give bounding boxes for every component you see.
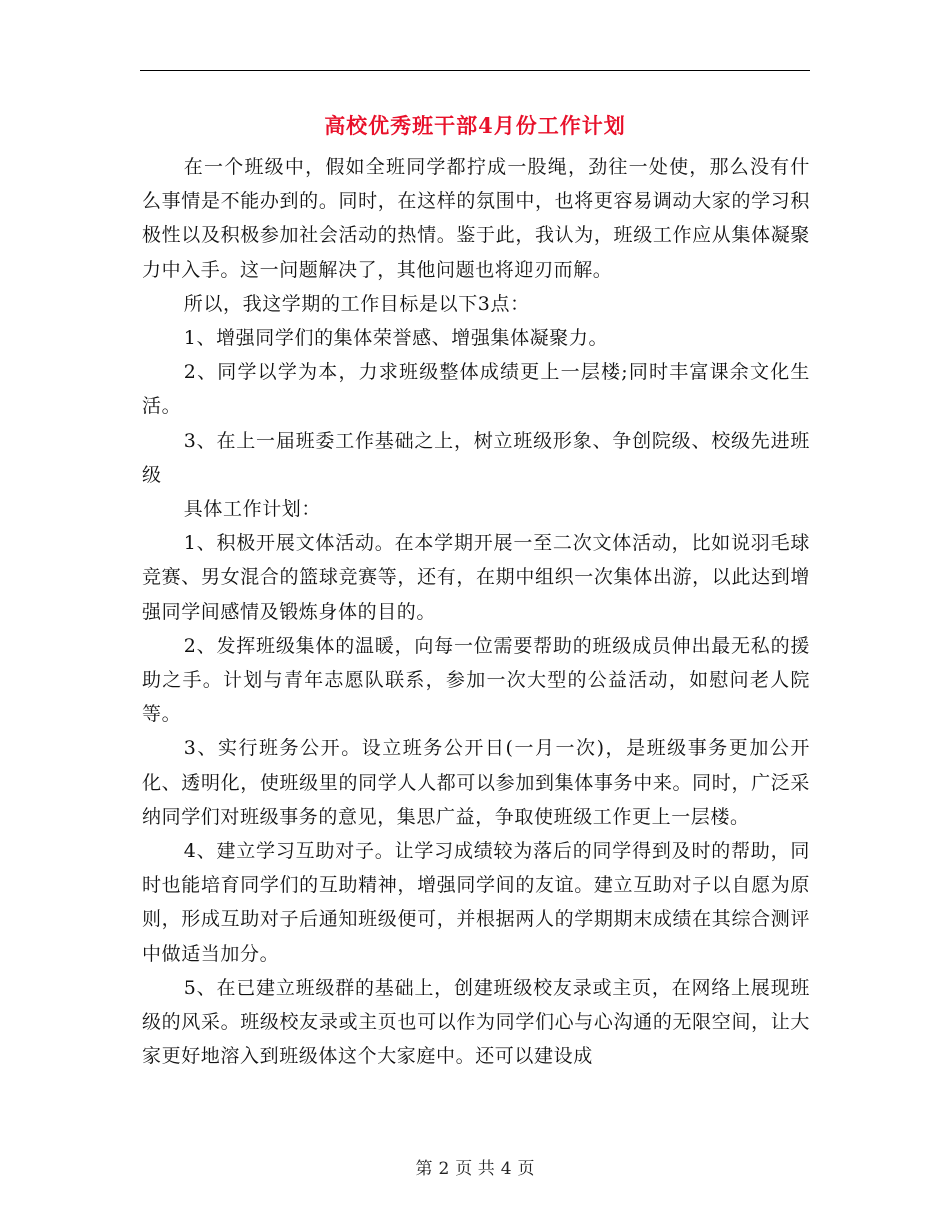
paragraph-goal-1: 1、增强同学们的集体荣誉感、增强集体凝聚力。 (183, 327, 609, 350)
page-footer (0, 1154, 950, 1179)
paragraph-intro: 在一个班级中，假如全班同学都拧成一股绳，劲往一处使，那么没有什么事情是不能办到的。同时，在这样的氛围中，也将更容易调动大家的学习积极性以及积极参加社会活动的热情。鉴于此，我认为，班级工作应从集体凝聚力中入手。这一问题解决了，其他问题也将迎刃而解。 (142, 156, 810, 281)
paragraph-goals-intro: 所以，我这学期的工作目标是以下3点： (183, 292, 530, 315)
paragraph-plan-5: 5、在已建立班级群的基础上，创建班级校友录或主页，在网络上展现班级的风采。班级校友录或主页也可以作为同学们心与心沟通的无限空间，让大家更好地溶入到班级体这个大家庭中。还可以建设成 (142, 976, 810, 1068)
paragraph-plan-2: 2、发挥班级集体的温暖，向每一位需要帮助的班级成员伸出最无私的援助之手。计划与青年志愿队联系，参加一次大型的公益活动，如慰问老人院等。 (142, 634, 810, 726)
paragraph-plan-heading: 具体工作计划： (183, 498, 321, 521)
paragraph-plan-3: 3、实行班务公开。设立班务公开日(一月一次)，是班级事务更加公开化、透明化，使班级里的同学人人都可以参加到集体事务中来。同时，广泛采纳同学们对班级事务的意见，集思广益，争取使班级工作更上一层楼。 (142, 737, 810, 828)
footer-page-number: 2 (438, 1159, 450, 1179)
footer-middle: 页 共 (455, 1159, 495, 1179)
header-rule (140, 70, 810, 71)
document-body (142, 150, 810, 1073)
paragraph-plan-4: 4、建立学习互助对子。让学习成绩较为落后的同学得到及时的帮助，同时也能培育同学们的互助精神，增强同学间的友谊。建立互助对子以自愿为原则，形成互助对子后通知班级便可，并根据两人的学期期末成绩在其综合测评中做适当加分。 (142, 840, 810, 965)
paragraph-goal-3: 3、在上一届班委工作基础之上，树立班级形象、争创院级、校级先进班级 (142, 429, 810, 486)
document-title: 高校优秀班干部4月份工作计划 (324, 113, 626, 138)
paragraph-goal-2: 2、同学以学为本，力求班级整体成绩更上一层楼;同时丰富课余文化生活。 (142, 361, 810, 418)
footer-total-pages: 4 (500, 1159, 512, 1179)
paragraph-plan-1: 1、积极开展文体活动。在本学期开展一至二次文体活动，比如说羽毛球竞赛、男女混合的篮球竞赛等，还有，在期中组织一次集体出游，以此达到增强同学间感情及锻炼身体的目的。 (142, 532, 810, 623)
footer-suffix: 页 (517, 1159, 535, 1179)
footer-prefix: 第 (415, 1159, 433, 1179)
